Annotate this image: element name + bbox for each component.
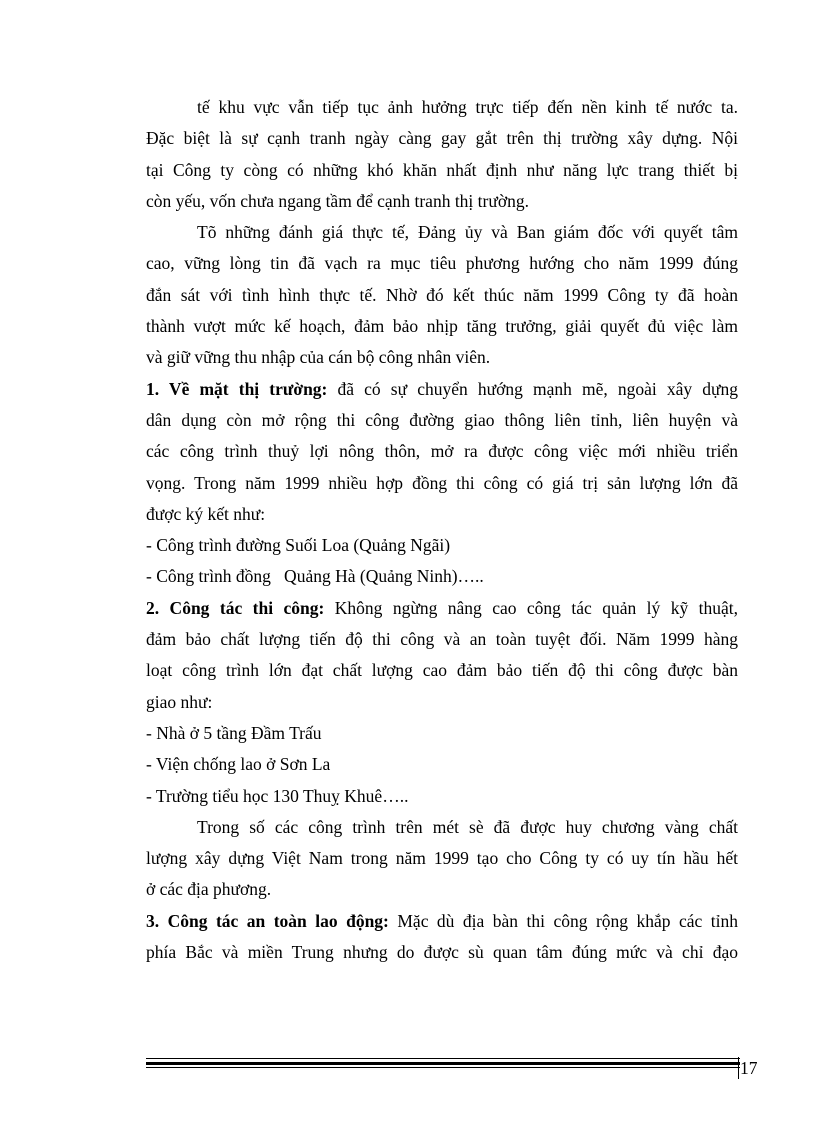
body-text xyxy=(146,92,738,968)
body-line: Trong số các công trình trên mét sè đã được huy chương vàng chất xyxy=(197,816,738,837)
footer-rule-top xyxy=(146,1058,740,1059)
page-number: 17 xyxy=(740,1058,758,1078)
list-item: - Nhà ở 5 tầng Đầm Trấu xyxy=(146,722,322,743)
section-heading-line xyxy=(146,593,738,624)
footer-rule-thick xyxy=(146,1062,740,1065)
body-line: đắn sát với tình hình thực tế. Nhờ đó kết thúc năm 1999 Công ty đã hoàn xyxy=(146,284,738,305)
list-item: - Công trình đường Suối Loa (Quảng Ngãi) xyxy=(146,535,451,556)
section-heading: 2. Công tác thi công: xyxy=(146,597,325,618)
body-line: Tõ những đánh giá thực tế, Đảng ủy và Ban giám đốc với quyết tâm xyxy=(197,222,738,243)
body-line: và giữ vững thu nhập của cán bộ công nhân viên. xyxy=(146,347,491,368)
body-line: loạt công trình lớn đạt chất lượng cao đảm bảo tiến độ thi công được bàn xyxy=(146,660,738,681)
body-line: tế khu vực vẫn tiếp tục ảnh hưởng trực tiếp đến nền kinh tế nước ta. xyxy=(197,97,738,117)
body-line: thành vượt mức kế hoạch, đảm bảo nhịp tăng trưởng, giải quyết đủ việc làm xyxy=(146,316,738,337)
section-heading-line xyxy=(146,906,738,937)
section-heading-rest: đã có sự chuyển hướng mạnh mẽ, ngoài xây dựng xyxy=(327,378,738,399)
section-heading: 1. Về mặt thị trường: xyxy=(146,378,328,399)
body-line: tại Công ty còng có những khó khăn nhất định như năng lực trang thiết bị xyxy=(146,159,738,180)
section-heading-rest: Mặc dù địa bàn thi công rộng khắp các tỉnh xyxy=(388,910,738,931)
list-item: - Công trình đồng Quảng Hà (Quảng Ninh)….. xyxy=(146,566,484,587)
body-line: dân dụng còn mở rộng thi công đường giao thông liên tỉnh, liên huyện và xyxy=(146,409,738,430)
body-line: giao như: xyxy=(146,691,213,712)
section-heading-rest: Không ngừng nâng cao công tác quản lý kỹ thuật, xyxy=(324,597,738,618)
body-line: lượng xây dựng Việt Nam trong năm 1999 tạo cho Công ty có uy tín hầu hết xyxy=(146,848,738,869)
section-heading-line xyxy=(146,374,738,405)
body-line: các công trình thuỷ lợi nông thôn, mở ra được công việc mới nhiều triển xyxy=(146,441,738,462)
body-line: đảm bảo chất lượng tiến độ thi công và an toàn tuyệt đối. Năm 1999 hàng xyxy=(146,629,738,650)
body-line: ở các địa phương. xyxy=(146,879,272,900)
footer-rule-bottom xyxy=(146,1067,740,1068)
section-heading: 3. Công tác an toàn lao động: xyxy=(146,910,389,931)
body-line: được ký kết như: xyxy=(146,503,266,524)
list-item: - Viện chống lao ở Sơn La xyxy=(146,754,331,775)
body-line: còn yếu, vốn chưa ngang tầm để cạnh tranh thị trường. xyxy=(146,190,529,211)
body-line: Đặc biệt là sự cạnh tranh ngày càng gay gắt trên thị trường xây dựng. Nội xyxy=(146,128,738,149)
list-item: - Trường tiểu học 130 Thuỵ Khuê….. xyxy=(146,785,409,806)
body-line: cao, vững lòng tin đã vạch ra mục tiêu phương hướng cho năm 1999 đúng xyxy=(146,253,738,274)
body-line: phía Bắc và miền Trung nhưng do được sù quan tâm đúng mức và chỉ đạo xyxy=(146,942,738,963)
body-line: vọng. Trong năm 1999 nhiều hợp đồng thi công có giá trị sản lượng lớn đã xyxy=(146,472,738,493)
